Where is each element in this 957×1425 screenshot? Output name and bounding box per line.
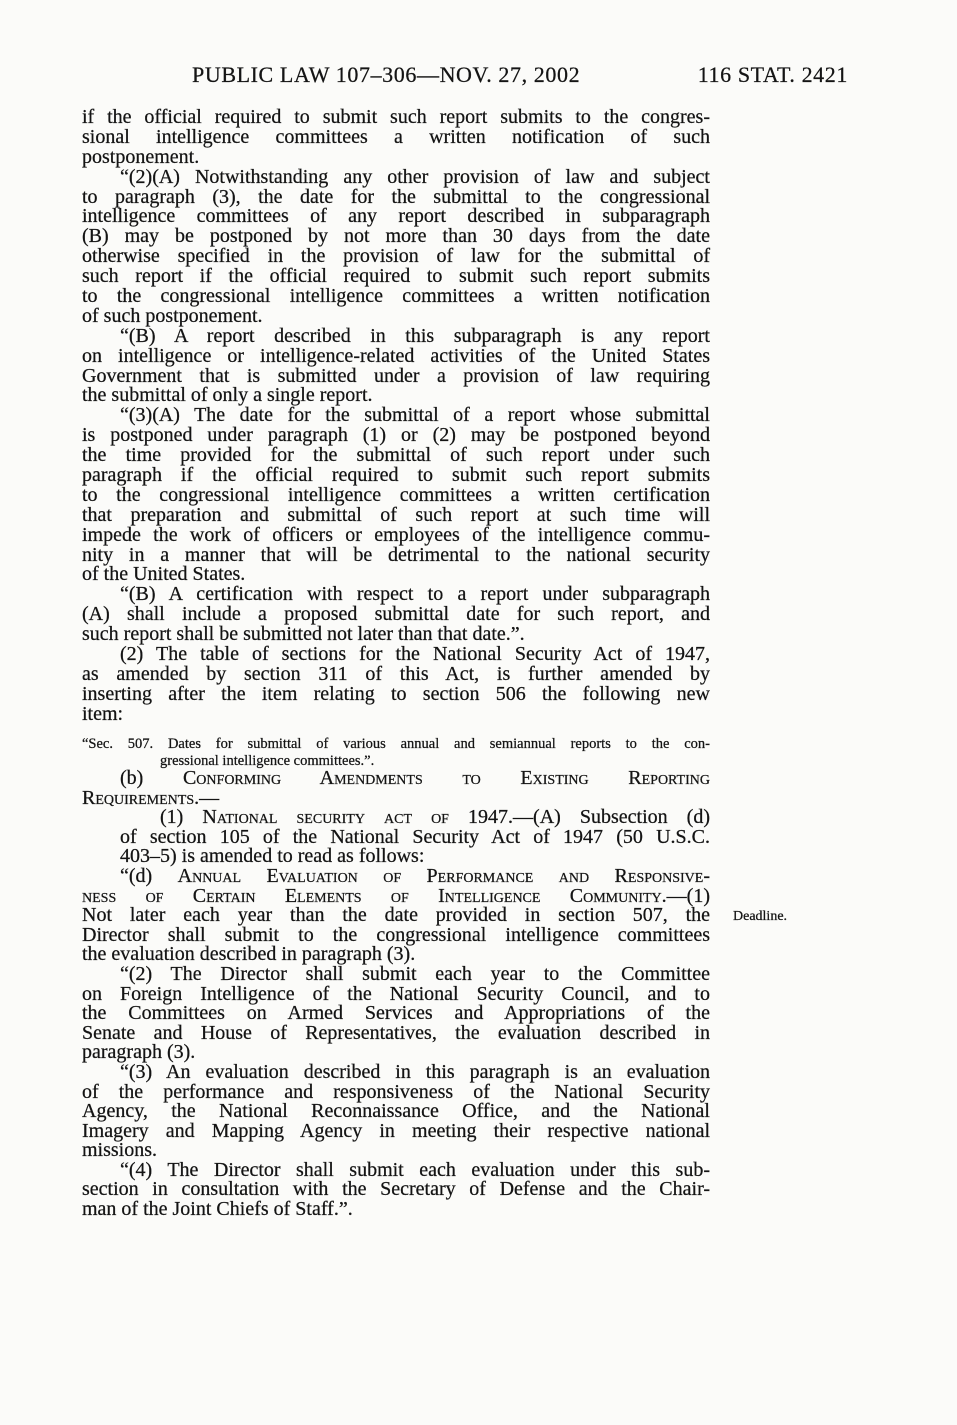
- running-head: PUBLIC LAW 107–306—NOV. 27, 2002: [192, 62, 581, 87]
- paragraph-b1: [82, 808, 710, 867]
- text-line: paragraph (3).: [82, 1041, 196, 1064]
- text-line: of the performance and responsiveness of the National Security: [82, 1080, 710, 1103]
- text-line: Imagery and Mapping Agency in meeting their respective national: [82, 1119, 710, 1142]
- text-line: Not later each year than the date provided in section 507, the: [82, 904, 710, 927]
- text-line: such report shall be submitted not later than that date.”.: [82, 623, 525, 646]
- text-line: sional intelligence committees a written notification of such: [82, 125, 710, 148]
- paragraph-heading: ness of Certain Elements of Intelligence Community: [82, 884, 662, 907]
- text-line: gressional intelligence committees.”.: [160, 753, 375, 769]
- text-line: item:: [82, 702, 124, 725]
- text-line: “(4) The Director shall submit each evaluation under this sub-: [120, 1158, 710, 1181]
- text-line: inserting after the item relating to section 506 the following new: [82, 682, 710, 705]
- text-line: [82, 808, 710, 828]
- text-line: man of the Joint Chiefs of Staff.”.: [82, 1198, 353, 1221]
- statute-page-reference: 116 STAT. 2421: [697, 62, 848, 87]
- text-line: “(3)(A) The date for the submittal of a report whose submittal: [120, 404, 710, 427]
- paragraph-lead: .—(A) Subsection (d): [508, 806, 710, 829]
- text-line: postponement.: [82, 145, 200, 168]
- paragraph-label: “(d): [120, 864, 178, 887]
- text-line: of section 105 of the National Security Act of 1947 (50 U.S.C.: [120, 825, 710, 848]
- subsection-heading: Conforming Amendments to Existing Reporting: [182, 767, 710, 789]
- text-line: “(2)(A) Notwithstanding any other provision of law and subject: [120, 165, 710, 188]
- text-line: the time provided for the submittal of such report under such: [82, 444, 710, 467]
- main-text-upper: [82, 108, 710, 725]
- text-line: missions.: [82, 1139, 158, 1162]
- text-line: to the congressional intelligence committees a written notification: [82, 285, 710, 308]
- subsection-label: (b): [120, 767, 183, 789]
- subsection-b-heading: [82, 769, 710, 808]
- paragraph-2B: [82, 324, 710, 407]
- text-line: 403–5) is amended to read as follows:: [120, 845, 425, 868]
- text-line: the submittal of only a single report.: [82, 384, 373, 407]
- table-of-sections-item: [82, 736, 710, 770]
- main-text-lower: [82, 769, 710, 1220]
- paragraph-d3: [82, 1060, 710, 1162]
- text-line: nity in a manner that will be detrimental to the national security: [82, 543, 710, 566]
- text-line: “(B) A report described in this subparagraph is any report: [120, 324, 710, 347]
- paragraph-amendment-2: [82, 645, 710, 725]
- text-line: section in consultation with the Secretary of Defense and the Chair-: [82, 1178, 710, 1201]
- text-line: Agency, the National Reconnaissance Office, and the National: [82, 1100, 710, 1123]
- paragraph-lead: .—(1): [661, 884, 710, 907]
- text-line: (B) may be postponed by not more than 30 days from the date: [82, 225, 710, 248]
- text-line: of the United States.: [82, 563, 246, 586]
- paragraph-heading: National security act of 1947: [202, 806, 509, 829]
- text-line: Government that is submitted under a provision of law requiring: [82, 364, 710, 387]
- text-line: “(3) An evaluation described in this paragraph is an evaluation: [120, 1060, 710, 1083]
- text-line: as amended by section 311 of this Act, is further amended by: [82, 662, 710, 685]
- paragraph-d1: [82, 864, 711, 966]
- text-line: the Committees on Armed Services and Appropriations of the: [82, 1002, 710, 1025]
- text-line: paragraph if the official required to submit such report submits: [82, 464, 710, 487]
- text-line: is postponed under paragraph (1) or (2) may be postponed beyond: [82, 424, 710, 447]
- paragraph-heading: Annual Evaluation of Performance and Responsive-: [177, 864, 711, 887]
- text-line: intelligence committees of any report described in subparagraph: [82, 205, 710, 228]
- paragraph-d4: [82, 1158, 710, 1221]
- paragraph-continuation: [82, 108, 710, 168]
- text-line: such report if the official required to submit such report submits: [82, 265, 710, 288]
- text-line: (A) shall include a proposed submittal date for such report, and: [82, 603, 710, 626]
- text-line: of such postponement.: [82, 304, 263, 327]
- text-line: Senate and House of Representatives, the evaluation described in: [82, 1021, 710, 1044]
- paragraph-d2: [82, 962, 710, 1064]
- paragraph-2A: [82, 165, 710, 327]
- text-line: “(2) The Director shall submit each year to the Committee: [120, 962, 710, 985]
- text-line: to paragraph (3), the date for the submittal to the congressional: [82, 185, 710, 208]
- text-line: otherwise specified in the provision of law for the submittal of: [82, 245, 710, 268]
- text-line: if the official required to submit such report submits to the congres-: [82, 106, 710, 128]
- text-line: on Foreign Intelligence of the National Security Council, and to: [82, 982, 710, 1005]
- paragraph-3B: [82, 585, 710, 645]
- text-line: that preparation and submittal of such report at such time will: [82, 503, 710, 526]
- text-line: (2) The table of sections for the National Security Act of 1947,: [120, 643, 710, 666]
- subsection-heading: Requirements: [82, 786, 195, 809]
- paragraph-label: (1): [160, 806, 203, 829]
- margin-note-deadline: Deadline.: [733, 909, 788, 924]
- text-line: on intelligence or intelligence-related activities of the United States: [82, 344, 710, 367]
- text-line: “Sec. 507. Dates for submittal of various annual and semiannual reports to the con-: [82, 736, 710, 752]
- paragraph-3A: [82, 406, 710, 585]
- text-line: “(B) A certification with respect to a report under subparagraph: [120, 583, 710, 606]
- text-line: the evaluation described in paragraph (3).: [82, 943, 416, 966]
- heading-dash: .—: [194, 786, 220, 809]
- text-line: impede the work of officers or employees of the intelligence commu-: [82, 523, 710, 546]
- text-line: Director shall submit to the congressional intelligence committees: [82, 923, 710, 946]
- text-line: to the congressional intelligence committees a written certification: [82, 483, 710, 506]
